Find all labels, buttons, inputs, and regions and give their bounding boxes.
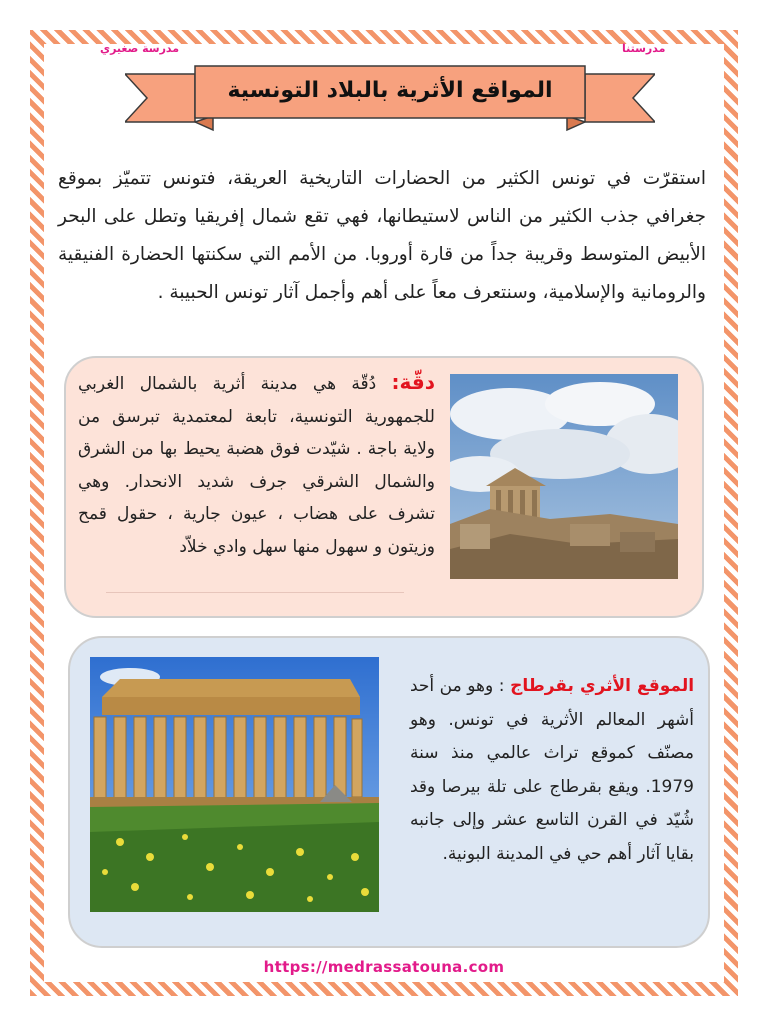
intro-paragraph <box>58 160 706 312</box>
dougga-photo <box>450 374 678 579</box>
carthage-title-separator: : <box>498 676 505 696</box>
title-banner <box>125 60 655 140</box>
footer-url[interactable]: https://medrassatouna.com <box>263 958 505 976</box>
dougga-title: دقّة: <box>391 370 435 394</box>
carthage-photo <box>90 657 379 912</box>
carthage-title: الموقع الأثري بقرطاج <box>510 676 695 696</box>
page-title: المواقع الأثرية بالبلاد التونسية <box>227 78 553 103</box>
carthage-description: وهو من أحد أشهر المعالم الأثرية في تونس. وهو مصنّف كموقع تراث عالمي منذ سنة 1979. ويقع بقرطاج على تلة بيرصا وقد شُيّد في القرن التاسع عشر وإلى جانبه بقايا آثار أهم حي في المدينة البونية. <box>410 676 694 864</box>
dougga-text-block <box>78 366 435 563</box>
header-site-label: مدرستنا <box>622 42 666 55</box>
intro-text: استقرّت في تونس الكثير من الحضارات التاريخية العريقة، فتونس تتميّز بموقع جغرافي جذب الكثير من الناس لاستيطانها، فهي تقع شمال إفريقيا وتطل على البحر الأبيض المتوسط وقريبة جداً من قارة أوروبا. من الأمم التي سكنتها الحضارة الفنيقية والرومانية والإسلامية، وسنتعرف معاً على أهم وأجمل آثار تونس الحبيبة . <box>58 168 706 303</box>
carthage-text-block <box>410 670 694 871</box>
dougga-underline <box>106 592 404 593</box>
header-school-label: مدرسة صغيري <box>100 42 180 55</box>
dougga-description: دُقّة هي مدينة أثرية بالشمال الغربي للجمهورية التونسية، تابعة لمعتمدية تبرسق من ولاية باجة . شيّدت فوق هضبة يحيط بها من الشرق والشمال الشرقي جرف شديد الانحدار. وهي تشرف على هضاب ، عيون جارية ، حقول قمح وزيتون و سهول منها سهل وادي خلاّد <box>78 374 435 557</box>
